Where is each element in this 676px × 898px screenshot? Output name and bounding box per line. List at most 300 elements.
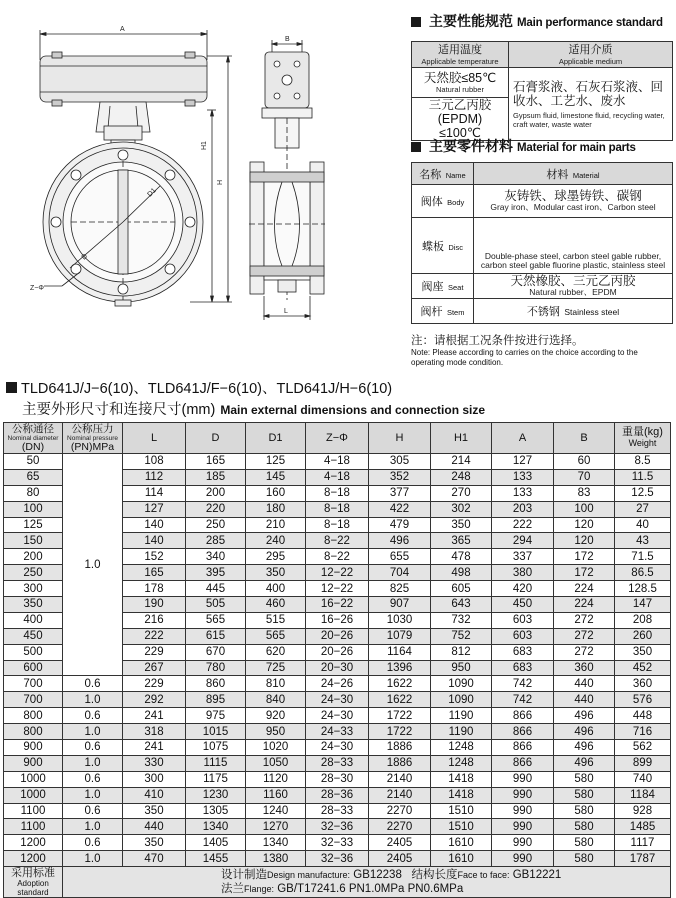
table-cell: 185 [186,469,246,485]
table-cell: 840 [246,692,306,708]
materials-table [411,162,673,324]
table-cell: 780 [186,660,246,676]
table-cell: 445 [186,581,246,597]
table-cell: 496 [554,740,615,756]
label-a: A [120,26,125,33]
table-cell: 1418 [431,771,492,787]
table-cell: 1.0 [63,724,123,740]
table-cell: 120 [554,517,615,533]
table-cell: 340 [186,549,246,565]
table-cell: 1160 [246,787,306,803]
perf-temp-natural: 天然胶≤85℃ Natural rubber [412,68,509,98]
table-cell: 1380 [246,851,306,867]
table-row [4,708,671,724]
table-cell: 700 [4,692,63,708]
table-cell: 50 [4,454,63,470]
table-cell: 515 [246,612,306,628]
table-cell: 576 [615,692,671,708]
table-cell: 1.0 [63,819,123,835]
table-cell: 203 [492,501,554,517]
dimensions-models-title: TLD641J/J−6(10)、TLD641J/F−6(10)、TLD641J/H−6(10) [6,377,392,398]
table-cell: 1.0 [63,787,123,803]
table-cell: 248 [431,469,492,485]
materials-heading: 主要零件材料 Material for main parts [411,136,636,156]
table-cell: 165 [186,454,246,470]
table-cell: 752 [431,628,492,644]
table-cell: 866 [492,724,554,740]
mat-name: 阀座 Seat [412,274,474,299]
table-cell: 86.5 [615,565,671,581]
label-h: H [217,179,224,185]
col-dn: 公称通径 Nominal diameter (DN) [4,423,63,454]
table-cell: 950 [431,660,492,676]
table-cell: 1240 [246,803,306,819]
table-cell: 1030 [369,612,431,628]
table-cell: 229 [123,676,186,692]
table-cell: 70 [554,469,615,485]
table-cell: 500 [4,644,63,660]
table-cell: 350 [123,803,186,819]
table-cell: 866 [492,740,554,756]
table-cell: 2270 [369,819,431,835]
table-cell: 448 [615,708,671,724]
table-cell: 350 [431,517,492,533]
table-cell: 470 [123,851,186,867]
table-cell: 214 [431,454,492,470]
table-row [4,803,671,819]
table-cell: 928 [615,803,671,819]
table-cell: 704 [369,565,431,581]
table-cell: 450 [4,628,63,644]
table-cell: 1050 [246,755,306,771]
table-cell: 450 [492,597,554,613]
table-cell: 0.6 [63,803,123,819]
table-cell: 12−22 [306,565,369,581]
table-cell: 990 [492,803,554,819]
table-cell: 8−18 [306,517,369,533]
table-cell: 80 [4,485,63,501]
table-cell: 1115 [186,755,246,771]
table-cell: 742 [492,676,554,692]
label-h1: H1 [201,141,208,150]
table-cell: 422 [369,501,431,517]
table-cell: 125 [246,454,306,470]
adoption-standard-label: 采用标准 Adoption standard [4,867,63,898]
table-cell: 83 [554,485,615,501]
table-cell: 580 [554,803,615,819]
table-cell: 267 [123,660,186,676]
table-cell: 350 [4,597,63,613]
table-cell: 2405 [369,835,431,851]
table-cell: 28−33 [306,755,369,771]
col-d: D [186,423,246,454]
table-cell: 300 [123,771,186,787]
table-cell: 172 [554,565,615,581]
label-b: B [285,36,290,43]
table-cell: 810 [246,676,306,692]
table-cell: 12.5 [615,485,671,501]
table-cell: 655 [369,549,431,565]
table-cell: 220 [186,501,246,517]
table-cell: 1015 [186,724,246,740]
mat-row [412,218,673,274]
performance-heading: 主要性能规范 Main performance standard [411,11,663,31]
mat-row [412,274,673,299]
table-cell: 860 [186,676,246,692]
table-cell: 229 [123,644,186,660]
table-cell: 732 [431,612,492,628]
table-cell: 643 [431,597,492,613]
col-h: H [369,423,431,454]
table-cell: 165 [123,565,186,581]
table-cell: 305 [369,454,431,470]
col-z: Z−Φ [306,423,369,454]
table-cell: 975 [186,708,246,724]
table-cell: 410 [123,787,186,803]
table-cell: 302 [431,501,492,517]
table-cell: 812 [431,644,492,660]
table-cell: 1886 [369,740,431,756]
table-cell: 1190 [431,724,492,740]
table-cell: 460 [246,597,306,613]
table-cell: 24−30 [306,708,369,724]
table-cell: 28−33 [306,803,369,819]
table-cell: 365 [431,533,492,549]
table-cell: 1000 [4,787,63,803]
table-cell: 1455 [186,851,246,867]
table-cell: 2405 [369,851,431,867]
table-cell: 300 [4,581,63,597]
table-cell: 907 [369,597,431,613]
table-cell: 620 [246,644,306,660]
table-cell: 222 [123,628,186,644]
table-cell: 990 [492,851,554,867]
table-cell: 742 [492,692,554,708]
table-cell: 0.6 [63,740,123,756]
table-cell: 100 [4,501,63,517]
perf-temp-epdm: 三元乙丙胶(EPDM) ≤100℃ [412,98,509,141]
perf-col-temp: 适用温度 Applicable temperature [412,42,509,68]
table-cell: 866 [492,708,554,724]
table-cell: 395 [186,565,246,581]
table-cell: 133 [492,485,554,501]
table-cell: 496 [369,533,431,549]
table-cell: 580 [554,819,615,835]
table-cell: 580 [554,835,615,851]
table-cell: 32−33 [306,835,369,851]
table-cell: 498 [431,565,492,581]
table-cell: 1485 [615,819,671,835]
table-cell: 1396 [369,660,431,676]
table-cell: 1886 [369,755,431,771]
table-cell: 950 [246,724,306,740]
table-cell: 2270 [369,803,431,819]
table-cell: 2140 [369,771,431,787]
table-cell: 180 [246,501,306,517]
mat-name: 蝶板 Disc [412,218,474,274]
table-cell: 32−36 [306,819,369,835]
table-cell: 580 [554,851,615,867]
table-cell: 725 [246,660,306,676]
table-cell: 825 [369,581,431,597]
table-cell: 24−33 [306,724,369,740]
table-cell: 250 [4,565,63,581]
table-cell: 28−30 [306,771,369,787]
pn-merged-cell: 1.0 [63,454,123,676]
table-cell: 0.6 [63,708,123,724]
table-cell: 65 [4,469,63,485]
table-cell: 350 [246,565,306,581]
table-cell: 120 [554,533,615,549]
table-cell: 1610 [431,835,492,851]
table-cell: 400 [246,581,306,597]
table-cell: 1305 [186,803,246,819]
table-cell: 580 [554,771,615,787]
table-cell: 716 [615,724,671,740]
adoption-standard-values: 设计制造Design manufacture: GB12238 结构长度Face to face: GB12221 法兰Flange: GB/T17241.6 PN1.0MPa PN0.6MPa [63,867,671,898]
table-row [4,676,671,692]
table-cell: 496 [554,708,615,724]
mat-row [412,299,673,324]
selection-note: 注：请根据工况条件按进行选择。 Note: Please according to carries on the choice according to the operating mode condition. [411,335,638,367]
table-cell: 24−26 [306,676,369,692]
table-cell: 603 [492,612,554,628]
table-cell: 24−30 [306,692,369,708]
table-cell: 337 [492,549,554,565]
table-cell: 8−18 [306,485,369,501]
table-cell: 24−30 [306,740,369,756]
valve-technical-drawing [0,0,405,330]
table-cell: 272 [554,644,615,660]
table-row [4,787,671,803]
table-cell: 12−22 [306,581,369,597]
table-cell: 400 [4,612,63,628]
table-cell: 285 [186,533,246,549]
table-cell: 352 [369,469,431,485]
table-row [4,454,671,470]
table-cell: 683 [492,660,554,676]
heading-square-icon [411,142,421,152]
table-cell: 8.5 [615,454,671,470]
table-cell: 128.5 [615,581,671,597]
mat-row [412,185,673,218]
mat-name: 阀体 Body [412,185,474,218]
table-cell: 603 [492,628,554,644]
table-cell: 440 [554,676,615,692]
table-cell: 1622 [369,676,431,692]
label-l: L [284,308,288,315]
table-cell: 350 [615,644,671,660]
table-cell: 1418 [431,787,492,803]
table-cell: 127 [123,501,186,517]
col-pn: 公称压力 Nominal pressure (PN)MPa [63,423,123,454]
table-cell: 1622 [369,692,431,708]
table-row [4,851,671,867]
table-cell: 700 [4,676,63,692]
table-cell: 295 [246,549,306,565]
table-cell: 0.6 [63,771,123,787]
table-cell: 565 [246,628,306,644]
table-cell: 125 [4,517,63,533]
table-row [4,771,671,787]
table-cell: 478 [431,549,492,565]
table-cell: 150 [4,533,63,549]
perf-col-medium: 适用介质 Applicable medium [509,42,673,68]
table-cell: 1230 [186,787,246,803]
table-cell: 140 [123,517,186,533]
table-cell: 895 [186,692,246,708]
mat-value: 灰铸铁、球墨铸铁、碳钢 Gray iron、Modular cast iron、Carbon steel [474,185,673,218]
table-cell: 4−18 [306,454,369,470]
table-cell: 1090 [431,692,492,708]
table-cell: 800 [4,724,63,740]
table-cell: 2140 [369,787,431,803]
table-cell: 1200 [4,835,63,851]
table-cell: 1090 [431,676,492,692]
mat-name: 阀杆 Stem [412,299,474,324]
label-d1: D1 [146,187,158,199]
table-cell: 440 [554,692,615,708]
table-cell: 990 [492,819,554,835]
table-cell: 1270 [246,819,306,835]
table-cell: 8−22 [306,533,369,549]
table-cell: 11.5 [615,469,671,485]
table-cell: 1190 [431,708,492,724]
col-l: L [123,423,186,454]
label-z: Z−Φ [30,285,44,292]
dimensions-table [3,422,671,898]
table-cell: 0.6 [63,835,123,851]
table-cell: 0.6 [63,676,123,692]
table-cell: 20−26 [306,628,369,644]
table-cell: 133 [492,469,554,485]
mat-value: 不锈钢 Stainless steel [474,299,673,324]
table-cell: 250 [186,517,246,533]
table-cell: 1340 [246,835,306,851]
table-cell: 208 [615,612,671,628]
table-cell: 900 [4,755,63,771]
table-cell: 200 [4,549,63,565]
table-cell: 292 [123,692,186,708]
table-cell: 580 [554,787,615,803]
table-cell: 1100 [4,803,63,819]
table-cell: 8−18 [306,501,369,517]
perf-medium: 石膏浆液、石灰石浆液、回收水、工艺水、废水 Gypsum fluid, limestone fluid, recycling water, craft water, waste water [509,68,673,141]
table-row [4,724,671,740]
heading-square-icon [6,382,17,393]
table-cell: 420 [492,581,554,597]
table-cell: 1722 [369,724,431,740]
table-cell: 224 [554,581,615,597]
table-cell: 127 [492,454,554,470]
table-cell: 1200 [4,851,63,867]
table-cell: 360 [615,676,671,692]
table-cell: 920 [246,708,306,724]
table-cell: 1175 [186,771,246,787]
table-cell: 152 [123,549,186,565]
mat-col-name: 名称 Name [412,163,474,185]
table-cell: 1164 [369,644,431,660]
table-cell: 1510 [431,803,492,819]
table-cell: 8−22 [306,549,369,565]
table-cell: 272 [554,628,615,644]
table-cell: 1405 [186,835,246,851]
table-cell: 740 [615,771,671,787]
mat-col-material: 材料 Material [474,163,673,185]
table-row [4,692,671,708]
table-row [4,819,671,835]
table-cell: 16−26 [306,612,369,628]
table-cell: 380 [492,565,554,581]
table-cell: 1020 [246,740,306,756]
performance-table [411,41,673,141]
table-cell: 140 [123,533,186,549]
table-cell: 318 [123,724,186,740]
table-cell: 145 [246,469,306,485]
table-cell: 562 [615,740,671,756]
table-cell: 172 [554,549,615,565]
table-cell: 1117 [615,835,671,851]
table-cell: 1610 [431,851,492,867]
table-cell: 505 [186,597,246,613]
table-cell: 899 [615,755,671,771]
table-cell: 452 [615,660,671,676]
table-cell: 440 [123,819,186,835]
table-cell: 377 [369,485,431,501]
table-cell: 900 [4,740,63,756]
table-cell: 1.0 [63,692,123,708]
table-cell: 200 [186,485,246,501]
table-cell: 479 [369,517,431,533]
table-cell: 112 [123,469,186,485]
table-cell: 990 [492,835,554,851]
table-cell: 1000 [4,771,63,787]
table-cell: 20−26 [306,644,369,660]
dimensions-body [4,454,671,867]
table-cell: 32−36 [306,851,369,867]
table-cell: 1248 [431,755,492,771]
table-cell: 147 [615,597,671,613]
table-cell: 670 [186,644,246,660]
heading-square-icon [411,17,421,27]
table-cell: 210 [246,517,306,533]
table-cell: 330 [123,755,186,771]
table-cell: 71.5 [615,549,671,565]
table-cell: 43 [615,533,671,549]
table-cell: 1510 [431,819,492,835]
col-weight: 重量(kg) Weight [615,423,671,454]
table-cell: 224 [554,597,615,613]
table-cell: 241 [123,708,186,724]
table-cell: 800 [4,708,63,724]
table-cell: 100 [554,501,615,517]
table-cell: 496 [554,724,615,740]
table-cell: 1100 [4,819,63,835]
table-cell: 20−30 [306,660,369,676]
table-cell: 294 [492,533,554,549]
col-b: B [554,423,615,454]
table-cell: 4−18 [306,469,369,485]
table-row [4,835,671,851]
col-h1: H1 [431,423,492,454]
table-cell: 272 [554,612,615,628]
table-cell: 27 [615,501,671,517]
table-cell: 270 [431,485,492,501]
table-cell: 683 [492,644,554,660]
table-cell: 1340 [186,819,246,835]
table-cell: 866 [492,755,554,771]
table-cell: 565 [186,612,246,628]
